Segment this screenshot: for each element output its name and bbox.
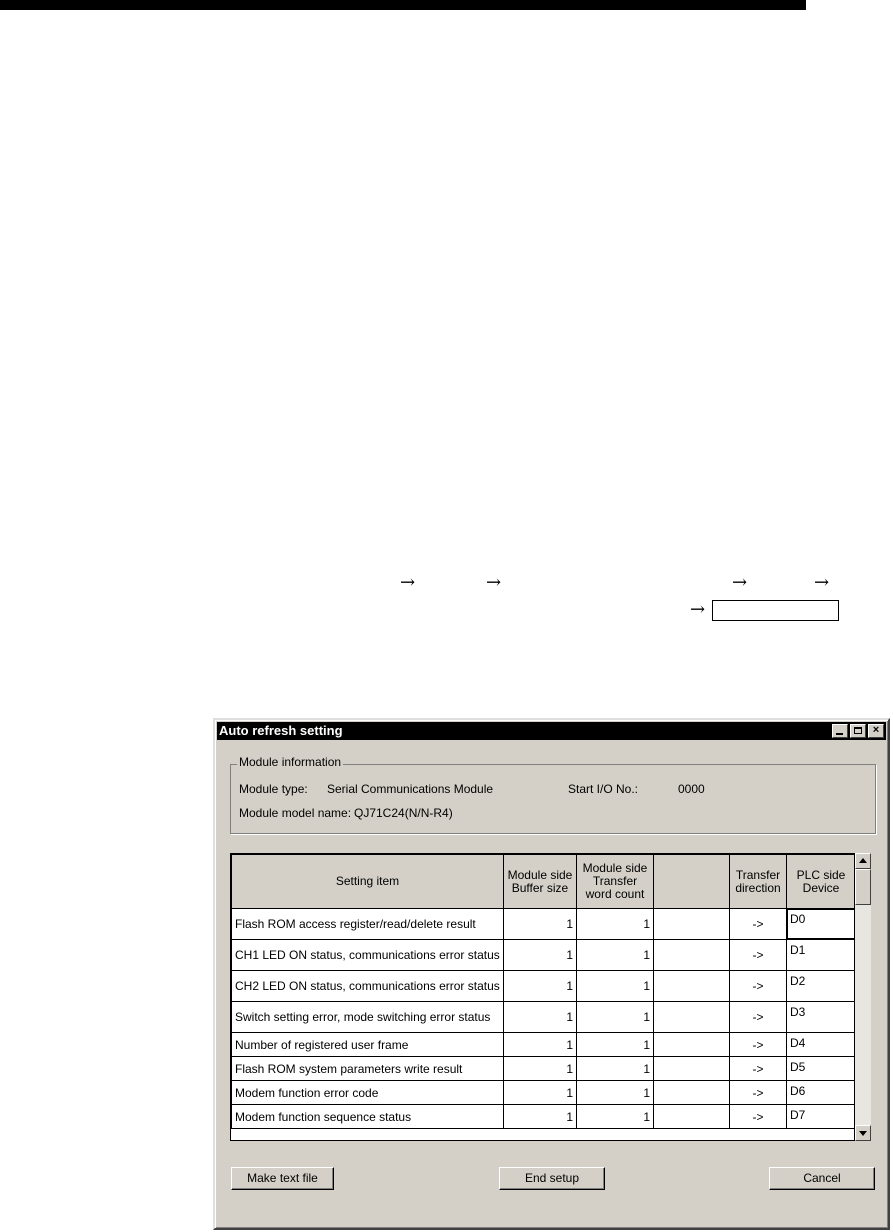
module-type-label: Module type: — [239, 782, 308, 796]
scroll-thumb[interactable] — [855, 869, 871, 905]
header-transfer-direction: Transfer direction — [730, 855, 787, 909]
word-count-cell: 1 — [577, 940, 654, 971]
buffer-size-cell: 1 — [504, 1057, 577, 1081]
header-plc-device: PLC side Device — [787, 855, 856, 909]
direction-cell: -> — [730, 1057, 787, 1081]
plc-device-input[interactable]: D3 — [787, 1002, 856, 1033]
start-io-label: Start I/O No.: — [568, 782, 639, 796]
table-row — [232, 1002, 856, 1033]
table-row — [232, 1081, 856, 1105]
direction-cell: -> — [730, 940, 787, 971]
maximize-icon[interactable] — [850, 724, 866, 738]
direction-cell: -> — [730, 909, 787, 940]
plc-device-input[interactable]: D5 — [787, 1057, 856, 1081]
make-text-file-button[interactable]: Make text file — [231, 1167, 334, 1190]
plc-device-input[interactable]: D1 — [787, 940, 856, 971]
module-information-label: Module information — [239, 755, 342, 769]
module-model-label: Module model name: — [239, 806, 352, 820]
direction-cell: -> — [730, 1081, 787, 1105]
setting-item-cell: Switch setting error, mode switching error status — [232, 1002, 504, 1033]
start-io-value: 0000 — [678, 782, 705, 796]
buffer-size-cell: 1 — [504, 909, 577, 940]
setting-item-cell: Flash ROM system parameters write result — [232, 1057, 504, 1081]
page-top-rule — [0, 0, 806, 10]
buffer-size-cell: 1 — [504, 971, 577, 1002]
end-setup-button[interactable]: End setup — [499, 1167, 605, 1190]
menu-path-arrow: → — [400, 572, 416, 593]
blank-cell — [654, 1057, 730, 1081]
blank-cell — [654, 940, 730, 971]
table-row — [232, 909, 856, 940]
scroll-up-arrow-icon[interactable] — [855, 853, 871, 869]
module-type-value: Serial Communications Module — [327, 782, 494, 796]
setting-item-cell: Modem function error code — [232, 1081, 504, 1105]
dialog-title: Auto refresh setting — [219, 723, 343, 738]
direction-cell: -> — [730, 1002, 787, 1033]
word-count-cell: 1 — [577, 1105, 654, 1129]
setting-item-cell: Modem function sequence status — [232, 1105, 504, 1129]
setting-item-cell: CH1 LED ON status, communications error status — [232, 940, 504, 971]
module-model-value: QJ71C24(N/N-R4) — [354, 806, 453, 820]
scroll-down-arrow-icon[interactable] — [855, 1125, 871, 1141]
blank-cell — [654, 1081, 730, 1105]
buffer-size-cell: 1 — [504, 1033, 577, 1057]
close-icon[interactable]: × — [868, 724, 884, 738]
menu-path-box — [712, 600, 839, 621]
direction-cell: -> — [730, 1033, 787, 1057]
buffer-size-cell: 1 — [504, 940, 577, 971]
setting-item-cell: Flash ROM access register/read/delete result — [232, 909, 504, 940]
table-row — [232, 940, 856, 971]
table-row — [232, 1057, 856, 1081]
header-word-count: Module side Transfer word count — [577, 855, 654, 909]
menu-path-arrow: → — [690, 599, 706, 620]
direction-cell: -> — [730, 971, 787, 1002]
table-row — [232, 1033, 856, 1057]
word-count-cell: 1 — [577, 909, 654, 940]
word-count-cell: 1 — [577, 1002, 654, 1033]
minimize-icon[interactable] — [832, 724, 848, 738]
word-count-cell: 1 — [577, 1081, 654, 1105]
plc-device-input[interactable]: D6 — [787, 1081, 856, 1105]
plc-device-input[interactable]: D0 — [787, 909, 856, 940]
plc-device-input[interactable]: D4 — [787, 1033, 856, 1057]
menu-path-arrow: → — [486, 572, 502, 593]
buffer-size-cell: 1 — [504, 1002, 577, 1033]
header-buffer-size: Module side Buffer size — [504, 855, 577, 909]
refresh-settings-table — [230, 853, 871, 1141]
buffer-size-cell: 1 — [504, 1105, 577, 1129]
table-row — [232, 1105, 856, 1129]
setting-item-cell: Number of registered user frame — [232, 1033, 504, 1057]
header-setting-item: Setting item — [232, 855, 504, 909]
menu-path-arrow: → — [814, 572, 830, 593]
module-information-group — [230, 764, 876, 834]
cancel-button[interactable]: Cancel — [769, 1167, 875, 1190]
word-count-cell: 1 — [577, 1057, 654, 1081]
blank-cell — [654, 1105, 730, 1129]
buffer-size-cell: 1 — [504, 1081, 577, 1105]
blank-cell — [654, 971, 730, 1002]
menu-path-arrow: → — [732, 572, 748, 593]
plc-device-input[interactable]: D2 — [787, 971, 856, 1002]
table-row — [232, 971, 856, 1002]
word-count-cell: 1 — [577, 1033, 654, 1057]
table-header-row — [232, 855, 856, 909]
blank-cell — [654, 1002, 730, 1033]
auto-refresh-dialog — [213, 718, 890, 1230]
header-blank — [654, 855, 730, 909]
dialog-titlebar[interactable] — [217, 722, 886, 740]
table-vertical-scrollbar[interactable] — [854, 853, 871, 1141]
blank-cell — [654, 909, 730, 940]
direction-cell: -> — [730, 1105, 787, 1129]
plc-device-input[interactable]: D7 — [787, 1105, 856, 1129]
blank-cell — [654, 1033, 730, 1057]
word-count-cell: 1 — [577, 971, 654, 1002]
setting-item-cell: CH2 LED ON status, communications error status — [232, 971, 504, 1002]
